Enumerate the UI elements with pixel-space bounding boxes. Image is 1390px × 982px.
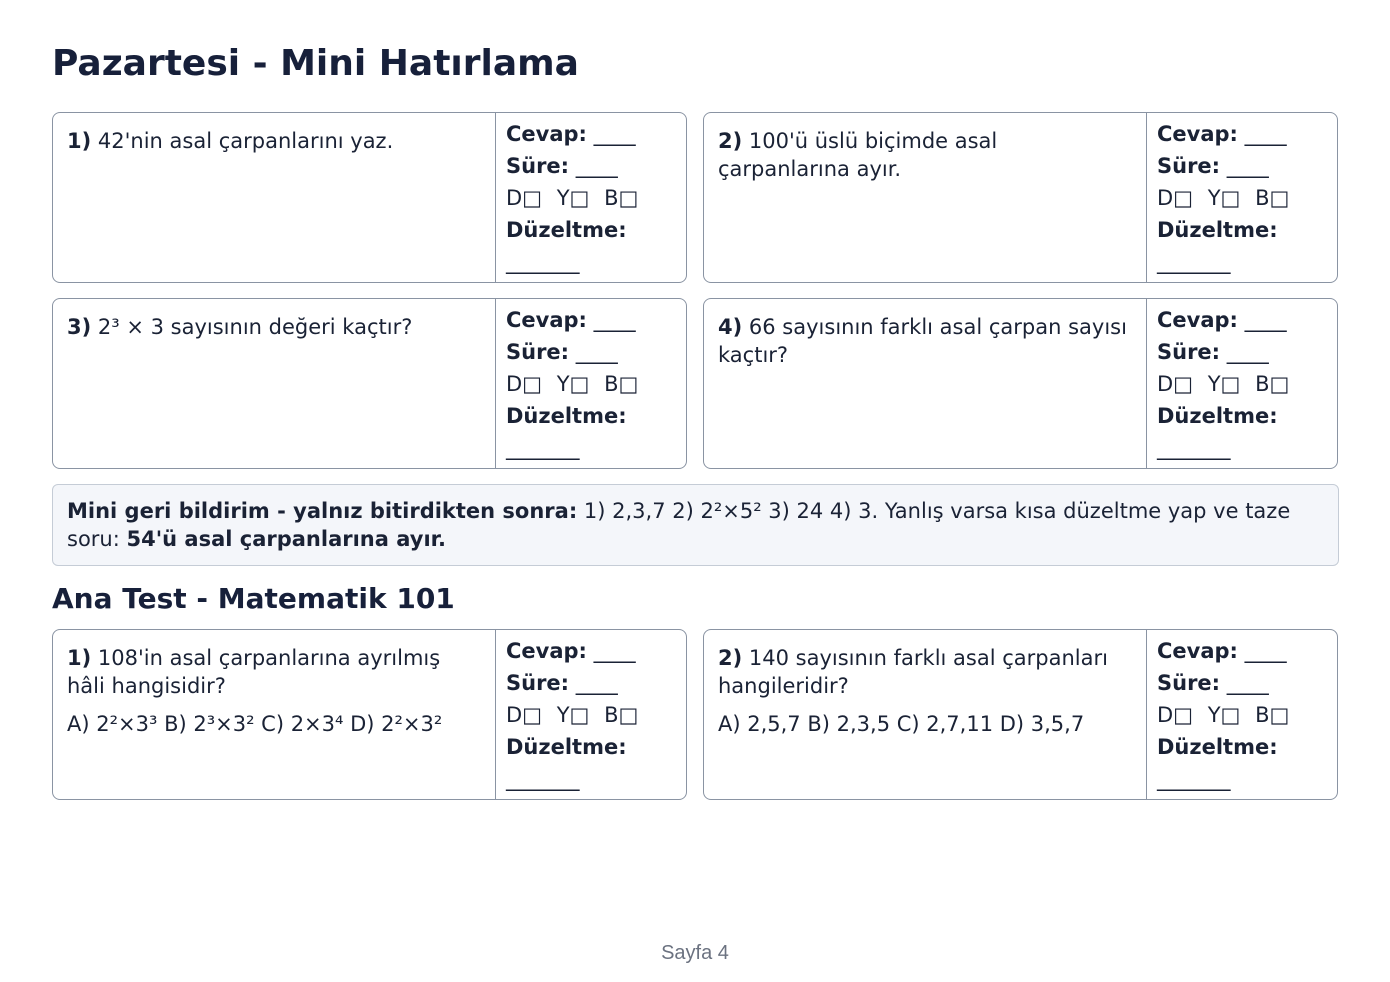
answer-blank[interactable]: ____ [1244, 308, 1287, 332]
time-blank[interactable]: ____ [1226, 154, 1269, 178]
answer-panel [1146, 299, 1337, 468]
time-label: Süre: [506, 671, 570, 695]
time-blank[interactable]: ____ [1226, 671, 1269, 695]
checkbox-yanlis[interactable]: Y□ [556, 186, 590, 210]
answer-blank[interactable]: ____ [593, 639, 636, 663]
correction-label: Düzeltme: [506, 404, 627, 428]
section-title: Ana Test - Matematik 101 [52, 582, 455, 615]
question-number: 1) [67, 129, 92, 153]
checkbox-yanlis[interactable]: Y□ [1207, 703, 1241, 727]
question-card-mini-4 [703, 298, 1338, 469]
checkbox-yanlis[interactable]: Y□ [556, 703, 590, 727]
correction-label: Düzeltme: [1157, 404, 1278, 428]
question-text: 140 sayısının farklı asal çarpanları hangileridir? [718, 646, 1108, 698]
answer-options: A) 2,5,7 B) 2,3,5 C) 2,7,11 D) 3,5,7 [718, 712, 1085, 736]
question-text: 2³ × 3 sayısının değeri kaçtır? [97, 315, 413, 339]
page-number: Sayfa 4 [661, 942, 729, 964]
time-label: Süre: [1157, 340, 1221, 364]
answer-label: Cevap: [506, 639, 587, 663]
time-blank[interactable]: ____ [575, 340, 618, 364]
feedback-tail: 54'ü asal çarpanlarına ayır. [126, 527, 446, 551]
feedback-body: 1) 2,3,7 2) 2²×5² 3) 24 4) 3. Yanlış varsa kısa düzeltme yap ve taze soru: [67, 499, 1291, 551]
question-text-area [704, 113, 1146, 282]
question-text-area [53, 630, 495, 799]
checkbox-dogru[interactable]: D□ [1157, 372, 1194, 396]
correction-label: Düzeltme: [1157, 218, 1278, 242]
answer-label: Cevap: [1157, 308, 1238, 332]
time-blank[interactable]: ____ [1226, 340, 1269, 364]
checkbox-bos[interactable]: B□ [1255, 703, 1290, 727]
answer-blank[interactable]: ____ [1244, 122, 1287, 146]
correction-blank[interactable]: _______ [1157, 436, 1231, 460]
checkbox-dogru[interactable]: D□ [506, 186, 543, 210]
question-number: 1) [67, 646, 92, 670]
answer-panel [495, 630, 686, 799]
question-number: 2) [718, 646, 743, 670]
answer-blank[interactable]: ____ [593, 308, 636, 332]
checkbox-dogru[interactable]: D□ [506, 703, 543, 727]
answer-label: Cevap: [506, 308, 587, 332]
answer-panel [1146, 630, 1337, 799]
time-label: Süre: [1157, 671, 1221, 695]
question-text: 66 sayısının farklı asal çarpan sayısı kaçtır? [718, 315, 1127, 367]
checkbox-dogru[interactable]: D□ [506, 372, 543, 396]
correction-label: Düzeltme: [1157, 735, 1278, 759]
question-text: 108'in asal çarpanlarına ayrılmış hâli hangisidir? [67, 646, 441, 698]
checkbox-bos[interactable]: B□ [604, 186, 639, 210]
correction-blank[interactable]: _______ [506, 767, 580, 791]
answer-label: Cevap: [506, 122, 587, 146]
time-label: Süre: [506, 340, 570, 364]
checkbox-bos[interactable]: B□ [1255, 186, 1290, 210]
question-card-mini-3 [52, 298, 687, 469]
time-label: Süre: [506, 154, 570, 178]
answer-blank[interactable]: ____ [1244, 639, 1287, 663]
question-text-area [53, 299, 495, 468]
checkbox-bos[interactable]: B□ [604, 372, 639, 396]
question-number: 4) [718, 315, 743, 339]
question-text-area [704, 299, 1146, 468]
page-title: Pazartesi - Mini Hatırlama [52, 43, 579, 84]
checkbox-dogru[interactable]: D□ [1157, 703, 1194, 727]
correction-blank[interactable]: _______ [1157, 767, 1231, 791]
checkbox-bos[interactable]: B□ [1255, 372, 1290, 396]
question-text: 42'nin asal çarpanlarını yaz. [97, 129, 394, 153]
feedback-box [52, 484, 1339, 566]
answer-blank[interactable]: ____ [593, 122, 636, 146]
question-text-area [704, 630, 1146, 799]
question-text-area [53, 113, 495, 282]
correction-blank[interactable]: _______ [506, 436, 580, 460]
correction-label: Düzeltme: [506, 218, 627, 242]
time-label: Süre: [1157, 154, 1221, 178]
question-card-mini-2 [703, 112, 1338, 283]
feedback-lead: Mini geri bildirim - yalnız bitirdikten sonra: [67, 499, 578, 523]
question-number: 3) [67, 315, 92, 339]
question-card-mini-1 [52, 112, 687, 283]
correction-label: Düzeltme: [506, 735, 627, 759]
answer-panel [495, 113, 686, 282]
checkbox-dogru[interactable]: D□ [1157, 186, 1194, 210]
correction-blank[interactable]: _______ [1157, 250, 1231, 274]
checkbox-bos[interactable]: B□ [604, 703, 639, 727]
correction-blank[interactable]: _______ [506, 250, 580, 274]
answer-options: A) 2²×3³ B) 2³×3² C) 2×3⁴ D) 2²×3² [67, 712, 443, 736]
checkbox-yanlis[interactable]: Y□ [1207, 186, 1241, 210]
question-text: 100'ü üslü biçimde asal çarpanlarına ayır. [718, 129, 998, 181]
checkbox-yanlis[interactable]: Y□ [1207, 372, 1241, 396]
time-blank[interactable]: ____ [575, 671, 618, 695]
answer-panel [495, 299, 686, 468]
time-blank[interactable]: ____ [575, 154, 618, 178]
question-card-main-2 [703, 629, 1338, 800]
answer-label: Cevap: [1157, 639, 1238, 663]
answer-label: Cevap: [1157, 122, 1238, 146]
checkbox-yanlis[interactable]: Y□ [556, 372, 590, 396]
question-card-main-1 [52, 629, 687, 800]
answer-panel [1146, 113, 1337, 282]
question-number: 2) [718, 129, 743, 153]
